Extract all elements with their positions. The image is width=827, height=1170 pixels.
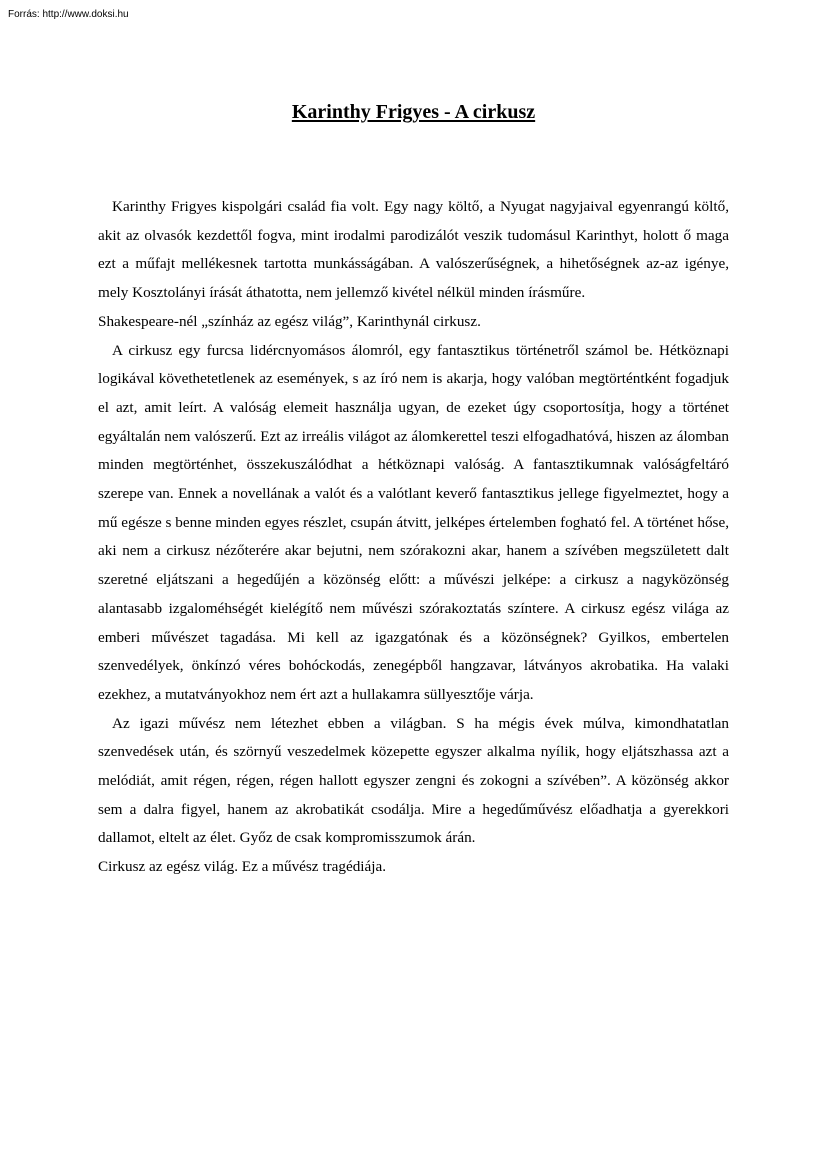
- paragraph-shakespeare: Shakespeare-nél „színház az egész világ”, Karinthynál cirkusz.: [98, 312, 481, 330]
- document-title: Karinthy Frigyes - A cirkusz: [291, 101, 536, 123]
- document-body: [98, 193, 729, 882]
- paragraph-circus: A cirkusz egy furcsa lidércnyomásos álomról, egy fantasztikus történetről számol be. Hétköznapi logikával követhetetlenek az események, s az író nem is akarja, hogy valóban megtörténtként fogadjuk el azt, amit leírt. A valóság elemeit használja ugyan, de ezeket úgy csoportosítja, hogy a történet egyáltalán nem valószerű. Ezt az irreális világot az álomkerettel teszi elfogadhatóvá, hiszen az álomban minden megtörténhet, összekuszálódhat a hétköznapi valóság. A fantasztikumnak valóságfeltáró szerepe van. Ennek a novellának a valót és a valótlant keverő fantasztikus jellege figyelmeztet, hogy a mű egésze s benne minden egyes részlet, csupán átvitt, jelképes értelemben fogható fel. A történet hőse, aki nem a cirkusz nézőterére akar bejutni, nem szórakozni akar, hanem a szívében megszületett dalt szeretné eljátszani a hegedűjén a közönség előtt: a művészi jelképe: a cirkusz a nagyközönség alantasabb izgaloméhségét kielégítő nem művészi szórakoztatás színtere. A cirkusz egész világa az emberi művészet tagadása. Mi kell az igazgatónak és a közönségnek? Gyilkos, embertelen szenvedélyek, önkínzó véres bohóckodás, zenegépből hangzavar, látványos akrobatika. Ha valaki ezekhez, a mutatványokhoz nem ért azt a hullakamra süllyesztője várja.: [98, 341, 729, 703]
- paragraph-artist: Az igazi művész nem létezhet ebben a világban. S ha mégis évek múlva, kimondhatatlan szenvedések után, és szörnyű veszedelmek közepette egyszer alkalma nyílik, hogy eljátszhassa azt a melódiát, amit régen, régen, régen hallott egyszer zengni és zokogni a szívében”. A közönség akkor sem a dalra figyel, hanem az akrobatikát csodálja. Mire a hegedűművész előadhatja a gyerekkori dallamot, eltelt az élet. Győz de csak kompromisszumok árán.: [98, 714, 729, 847]
- source-label: Forrás: http://www.doksi.hu: [8, 9, 129, 20]
- paragraph-intro: Karinthy Frigyes kispolgári család fia volt. Egy nagy költő, a Nyugat nagyjaival egyenrangú költő, akit az olvasók kezdettől fogva, mint irodalmi parodizálót veszik tudomásul Karinthyt, holott ő maga ezt a műfajt mellékesnek tartotta munkásságában. A valószerűségnek, a hihetőségnek az-az igénye, mely Kosztolányi írását áthatotta, nem jellemző kivétel nélkül minden írásműre.: [98, 198, 729, 302]
- paragraph-conclusion: Cirkusz az egész világ. Ez a művész tragédiája.: [98, 858, 387, 876]
